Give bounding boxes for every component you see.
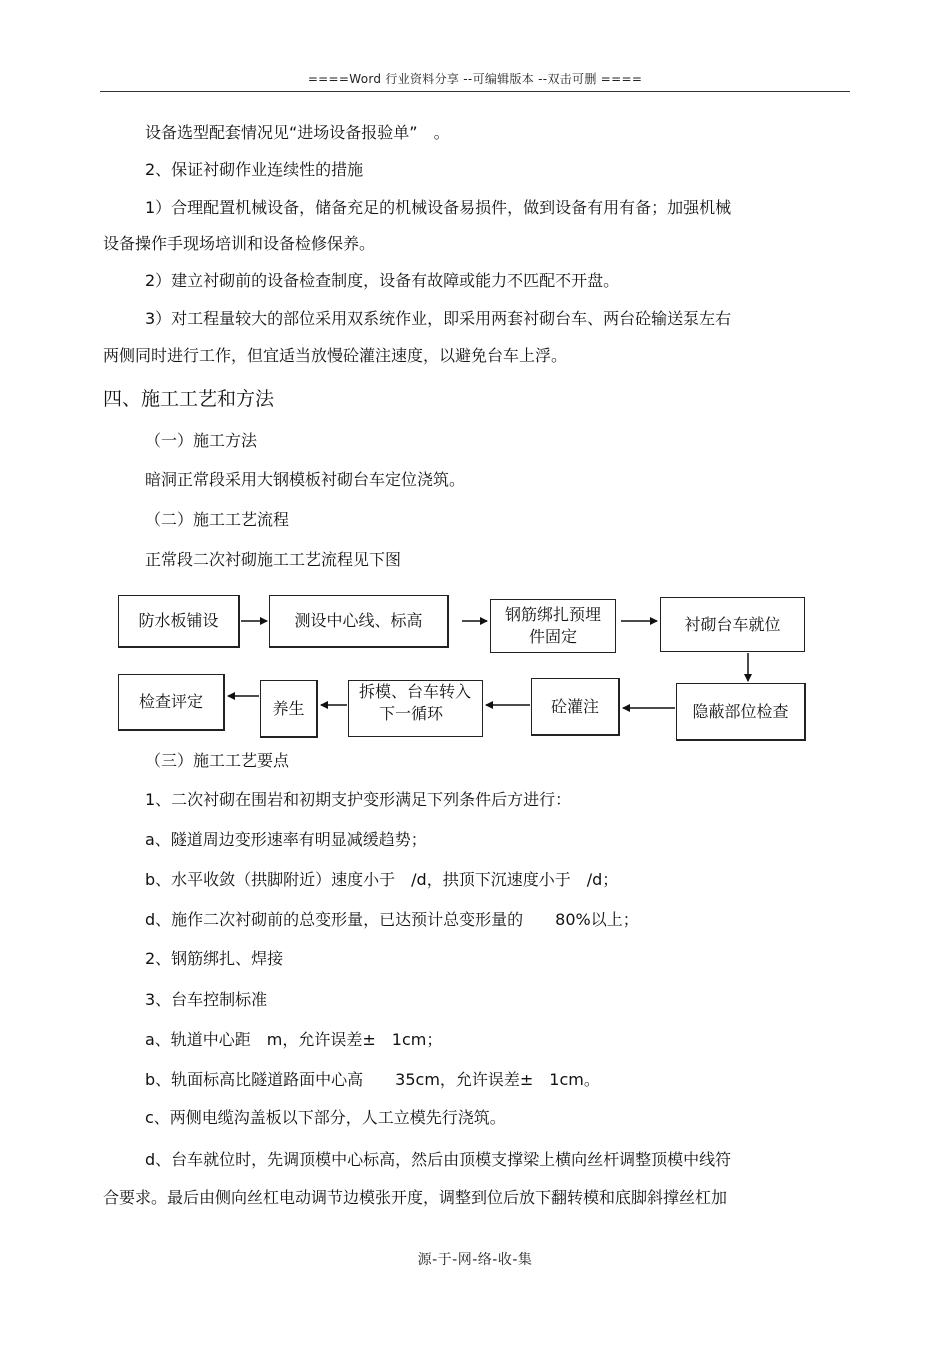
paragraph-keypoint-2: 2、钢筋绑扎、焊接 xyxy=(145,949,284,968)
paragraph-keypoint-3d-line1: d、台车就位时，先调顶模中心标高，然后由顶模支撑梁上横向丝杆调整顶模中线符 xyxy=(145,1150,732,1169)
paragraph-keypoint-1d: d、施作二次衬砌前的总变形量，已达预计总变形量的 80%以上； xyxy=(145,910,639,929)
subsection-method-text: 暗洞正常段采用大钢模板衬砌台车定位浇筑。 xyxy=(145,470,466,489)
paragraph-measure-2: 2）建立衬砌前的设备检查制度，设备有故障或能力不匹配不开盘。 xyxy=(145,271,620,290)
flow-box-rebar xyxy=(490,599,616,653)
flow-label-concealed-check: 隐蔽部位检查 xyxy=(692,701,789,721)
paragraph-continuity-title: 2、保证衬砌作业连续性的措施 xyxy=(145,160,364,179)
paragraph-keypoint-3d-line2: 合要求。最后由侧向丝杠电动调节边模张开度，调整到位后放下翻转模和底脚斜撑丝杠加 xyxy=(103,1188,728,1207)
flow-label-demold-line1: 拆模、台车转入 xyxy=(359,682,472,701)
page-footer: 源-于-网-络-收-集 xyxy=(417,1252,533,1268)
section-heading-4: 四、施工工艺和方法 xyxy=(103,388,275,410)
subsection-keypoints-title: （三）施工工艺要点 xyxy=(145,751,290,770)
subsection-method-title: （一）施工方法 xyxy=(145,431,258,450)
paragraph-keypoint-3a: a、轨道中心距 m，允许误差± 1cm； xyxy=(145,1030,443,1049)
flow-label-trolley: 衬砌台车就位 xyxy=(684,614,781,634)
paragraph-measure-1-line1: 1）合理配置机械设备，储备充足的机械设备易损件，做到设备有用有备；加强机械 xyxy=(145,198,732,217)
paragraph-keypoint-1: 1、二次衬砌在围岩和初期支护变形满足下列条件后方进行： xyxy=(145,790,572,809)
paragraph-keypoint-3c: c、两侧电缆沟盖板以下部分，人工立模先行浇筑。 xyxy=(145,1108,506,1127)
flow-label-survey: 测设中心线、标高 xyxy=(294,611,423,630)
paragraph-measure-3-line2: 两侧同时进行工作，但宜适当放慢砼灌注速度，以避免台车上浮。 xyxy=(103,346,568,365)
flow-box-trolley xyxy=(660,597,805,652)
subsection-flow-title: （二）施工工艺流程 xyxy=(145,510,290,529)
paragraph-keypoint-3b: b、轨面标高比隧道路面中心高 35cm，允许误差± 1cm。 xyxy=(145,1070,600,1089)
paragraph-keypoint-3: 3、台车控制标准 xyxy=(145,990,268,1009)
flow-box-survey xyxy=(269,595,449,648)
flow-box-curing xyxy=(260,680,318,738)
subsection-flow-text: 正常段二次衬砌施工工艺流程见下图 xyxy=(145,550,402,569)
paragraph-keypoint-1b: b、水平收敛（拱脚附近）速度小于 /d，拱顶下沉速度小于 /d； xyxy=(145,870,619,889)
page-header: ====Word 行业资料分享 --可编辑版本 --双击可删 ==== xyxy=(307,72,643,86)
flow-box-demold xyxy=(348,680,483,737)
flow-box-pour xyxy=(531,678,620,736)
flow-box-waterproof xyxy=(118,595,240,648)
flow-label-waterproof: 防水板铺设 xyxy=(138,611,219,630)
flow-label-rebar-line1: 钢筋绑扎预埋 xyxy=(504,605,601,624)
paragraph-equipment-ref: 设备选型配套情况见“进场设备报验单” 。 xyxy=(145,123,450,142)
flow-label-pour: 砼灌注 xyxy=(550,696,599,716)
paragraph-measure-3-line1: 3）对工程量较大的部位采用双系统作业，即采用两套衬砌台车、两台砼输送泵左右 xyxy=(145,309,732,328)
flow-label-curing: 养生 xyxy=(272,698,305,718)
header-divider xyxy=(100,91,850,92)
flow-label-demold-line2: 下一循环 xyxy=(379,704,444,723)
paragraph-measure-1-line2: 设备操作手现场培训和设备检修保养。 xyxy=(103,234,376,253)
paragraph-keypoint-1a: a、隧道周边变形速率有明显减缓趋势； xyxy=(145,830,427,849)
flow-label-rebar-line2: 件固定 xyxy=(528,627,577,646)
flow-label-inspection: 检查评定 xyxy=(138,692,203,711)
flow-box-concealed-check xyxy=(676,683,806,741)
flow-box-inspection xyxy=(118,674,225,731)
